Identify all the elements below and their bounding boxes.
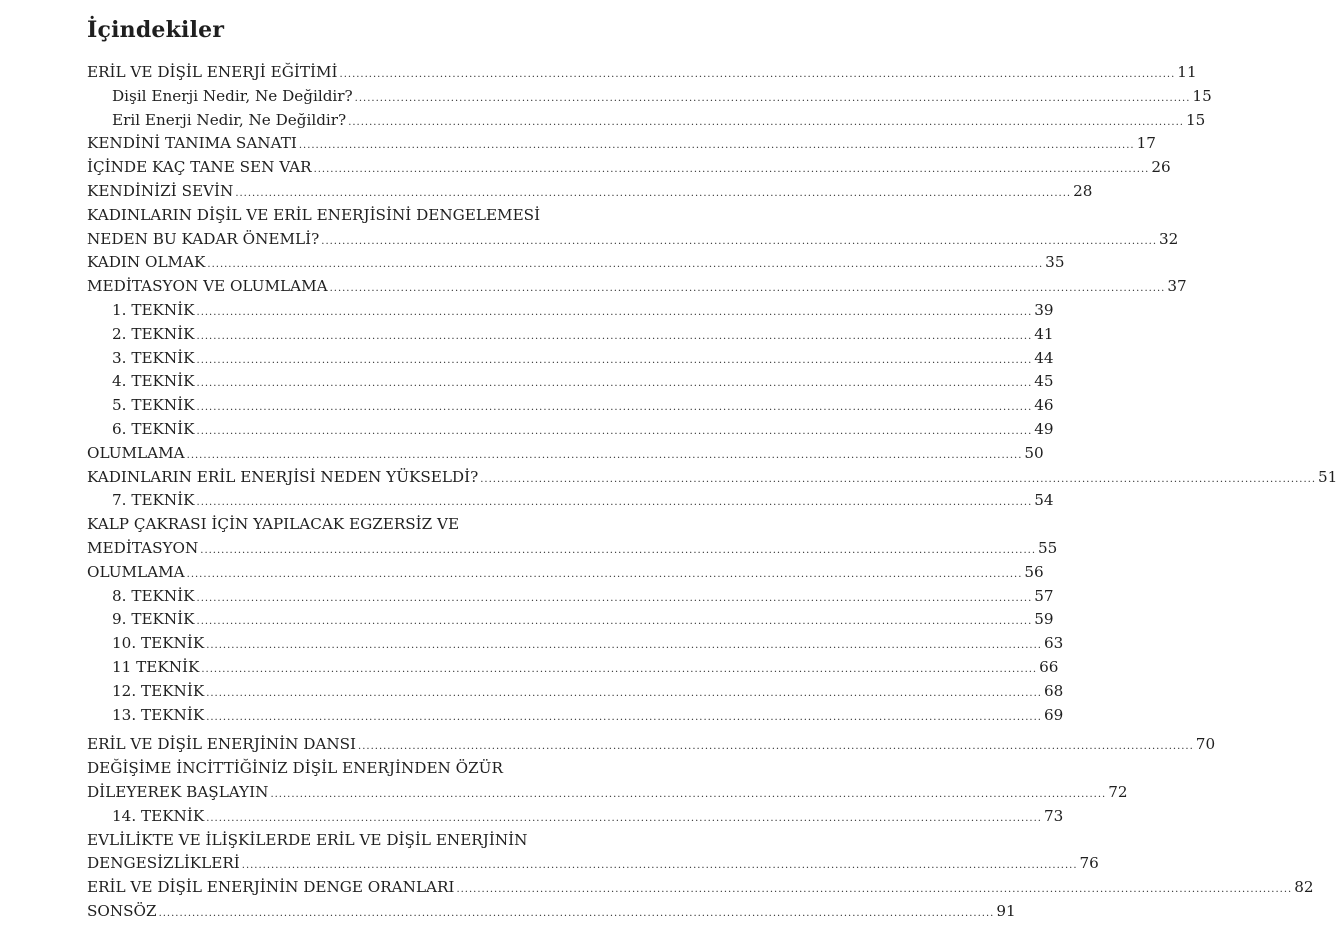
toc-entry[interactable] [87,608,1054,632]
dot-leader: ........................................................................................................................................................................................................ [313,164,1150,176]
toc-entry-label: 8. TEKNİK [112,586,195,605]
toc-entry-label: EVLİLİKTE VE İLİŞKİLERDE ERİL VE DİŞİL ENERJİNİN [87,830,528,849]
toc-entry[interactable] [87,347,1054,371]
toc-page-number: 11 [1177,63,1197,81]
dot-leader: ........................................................................................................................................................................................................ [196,616,1033,628]
toc-entry-label: KENDİNİ TANIMA SANATI [87,134,297,153]
toc-page-number: 41 [1034,324,1054,343]
toc-entry[interactable] [87,466,1337,490]
toc-page-number: 55 [1038,538,1058,557]
toc-page-number: 28 [1073,181,1093,200]
toc-page-number: 17 [1136,134,1156,153]
toc-entry[interactable] [87,900,1016,924]
toc-entry-label: 14. TEKNİK [112,806,205,825]
dot-leader: ........................................................................................................................................................................................................ [186,449,1023,461]
dot-leader: ........................................................................................................................................................................................................ [196,592,1033,604]
toc-entry-label: 11 TEKNİK [112,657,200,676]
toc-entry[interactable] [87,180,1093,204]
toc-page-number: 56 [1024,562,1044,581]
toc-entry-label: 13. TEKNİK [112,705,205,724]
dot-leader: ........................................................................................................................................................................................................ [348,116,1184,128]
toc-page-number: 57 [1034,586,1054,605]
toc-entry[interactable] [87,109,1206,133]
toc-entry[interactable] [87,781,1128,805]
page-title: İçindekiler [87,17,225,43]
toc-entry-label: İÇİNDE KAÇ TANE SEN VAR [87,158,312,177]
dot-leader: ........................................................................................................................................................................................................ [456,884,1293,896]
toc-page-number: 70 [1195,735,1216,754]
toc-entry-label: KENDİNİZİ SEVİN [87,181,234,200]
toc-page-number: 69 [1043,705,1064,724]
dot-leader: ........................................................................................................................................................................................................ [241,860,1078,872]
toc-page-number: 50 [1024,443,1044,462]
toc-page-number: 72 [1108,782,1128,801]
toc-entry-label: KALP ÇAKRASI İÇİN YAPILACAK EGZERSİZ VE [87,515,460,534]
toc-entry[interactable] [87,251,1065,275]
toc-entry[interactable] [87,394,1054,418]
toc-entry[interactable] [87,704,1064,728]
dot-leader: ........................................................................................................................................................................................................ [207,259,1044,271]
toc-page-number: 39 [1034,300,1054,319]
dot-leader: ........................................................................................................................................................................................................ [206,640,1042,652]
dot-leader: ........................................................................................................................................................................................................ [206,812,1042,824]
toc-entry-label: OLUMLAMA [87,562,185,581]
toc-entry[interactable] [87,370,1054,394]
toc-page-number: 15 [1185,110,1206,129]
dot-leader: ........................................................................................................................................................................................................ [201,663,1038,675]
toc-entry-label: MEDİTASYON [87,538,199,557]
toc-entry-label: NEDEN BU KADAR ÖNEMLİ? [87,229,320,248]
dot-leader: ........................................................................................................................................................................................................ [200,544,1037,556]
dot-leader: ........................................................................................................................................................................................................ [196,497,1033,509]
dot-leader: ........................................................................................................................................................................................................ [196,306,1033,318]
dot-leader: ........................................................................................................................................................................................................ [158,907,995,919]
toc-page-number: 26 [1151,158,1171,177]
toc-page-number: 66 [1039,657,1059,676]
toc-entry-label: DİLEYEREK BAŞLAYIN [87,782,269,801]
toc-entry-label: 5. TEKNİK [112,396,195,415]
toc-entry-label: Dişil Enerji Nedir, Ne Değildir? [112,86,353,105]
toc-entry-label: 1. TEKNİK [112,300,195,319]
toc-entry[interactable] [87,852,1099,876]
dot-leader: ........................................................................................................................................................................................................ [358,741,1194,753]
dot-leader: ........................................................................................................................................................................................................ [354,92,1191,104]
toc-entry[interactable] [87,418,1054,442]
dot-leader: ........................................................................................................................................................................................................ [329,283,1166,295]
toc-entry[interactable] [87,805,1064,829]
toc-entry[interactable] [87,489,1054,513]
toc-entry-label: 3. TEKNİK [112,348,195,367]
dot-leader: ........................................................................................................................................................................................................ [339,69,1176,80]
dot-leader: ........................................................................................................................................................................................................ [196,354,1033,366]
dot-leader: ........................................................................................................................................................................................................ [196,378,1033,390]
toc-entry[interactable] [87,632,1064,656]
toc-page-number: 15 [1192,86,1212,105]
toc-entry-label: ERİL VE DİŞİL ENERJİNİN DANSI [87,735,357,754]
toc-page-number: 54 [1034,491,1054,510]
toc-page-number: 91 [996,901,1016,920]
toc-entry[interactable] [87,656,1059,680]
toc-entry[interactable] [87,275,1187,299]
toc-page-number: 82 [1294,878,1314,897]
toc-entry[interactable] [87,561,1044,585]
toc-entry[interactable] [87,876,1314,900]
toc-page-number: 59 [1034,610,1054,629]
toc-entry-label: DENGESİZLİKLERİ [87,854,240,873]
toc-entry[interactable] [87,323,1054,347]
toc-entry-label: KADINLARIN ERİL ENERJİSİ NEDEN YÜKSELDİ? [87,467,479,486]
table-of-contents [87,61,1337,924]
dot-leader: ........................................................................................................................................................................................................ [480,473,1316,485]
toc-entry-label: KADIN OLMAK [87,253,206,272]
toc-page-number: 46 [1034,396,1054,415]
toc-entry[interactable] [87,829,528,853]
dot-leader: ........................................................................................................................................................................................................ [298,140,1135,152]
toc-page-number: 63 [1043,634,1064,653]
dot-leader: ........................................................................................................................................................................................................ [235,187,1072,199]
toc-page-number: 73 [1043,806,1064,825]
toc-entry-label: MEDİTASYON VE OLUMLAMA [87,277,328,296]
toc-entry[interactable] [87,204,541,228]
toc-entry[interactable] [87,299,1054,323]
toc-entry-label: ERİL VE DİŞİL ENERJİNİN DENGE ORANLARI [87,878,455,897]
toc-page-number: 35 [1045,253,1065,272]
toc-entry[interactable] [87,537,1058,561]
toc-entry-label: SONSÖZ [87,901,157,920]
dot-leader: ........................................................................................................................................................................................................ [270,788,1107,800]
toc-page-number: 68 [1043,681,1064,700]
toc-entry-label: 7. TEKNİK [112,491,195,510]
toc-entry[interactable] [87,442,1044,466]
toc-entry[interactable] [87,132,1156,156]
toc-entry[interactable] [87,228,1179,252]
toc-entry-label: 12. TEKNİK [112,681,205,700]
toc-page-number: 76 [1079,854,1099,873]
toc-page-number: 49 [1034,419,1054,438]
toc-entry-label: 6. TEKNİK [112,419,195,438]
toc-entry-label: 10. TEKNİK [112,634,205,653]
toc-entry-label: 4. TEKNİK [112,372,195,391]
toc-entry[interactable] [87,156,1171,180]
toc-entry[interactable] [87,85,1212,109]
toc-entry[interactable] [87,733,1216,757]
toc-entry-label: KADINLARIN DİŞİL VE ERİL ENERJİSİNİ DENGELEMESİ [87,205,541,224]
toc-entry-label: ERİL VE DİŞİL ENERJİ EĞİTİMİ [87,63,338,81]
dot-leader: ........................................................................................................................................................................................................ [196,425,1033,437]
dot-leader: ........................................................................................................................................................................................................ [196,402,1033,414]
toc-entry[interactable] [87,757,519,781]
toc-page-number: 45 [1034,372,1054,391]
toc-page-number: 51 [1318,467,1337,486]
toc-entry-label: 2. TEKNİK [112,324,195,343]
toc-entry[interactable] [87,680,1064,704]
toc-entry-label: 9. TEKNİK [112,610,195,629]
dot-leader: ........................................................................................................................................................................................................ [206,711,1042,723]
toc-page-number: 32 [1159,229,1179,248]
toc-entry-label: OLUMLAMA [87,443,185,462]
toc-entry[interactable] [87,513,519,537]
dot-leader: ........................................................................................................................................................................................................ [206,687,1042,699]
toc-entry[interactable] [87,585,1054,609]
dot-leader: ........................................................................................................................................................................................................ [321,235,1158,247]
toc-entry-label: Eril Enerji Nedir, Ne Değildir? [112,110,347,129]
toc-entry[interactable] [87,61,1197,85]
dot-leader: ........................................................................................................................................................................................................ [196,330,1033,342]
toc-entry-label: DEĞİŞİME İNCİTTİĞİNİZ DİŞİL ENERJİNDEN ÖZÜR [87,759,503,778]
dot-leader: ........................................................................................................................................................................................................ [186,568,1023,580]
toc-page-number: 37 [1167,277,1187,296]
toc-page-number: 44 [1034,348,1054,367]
